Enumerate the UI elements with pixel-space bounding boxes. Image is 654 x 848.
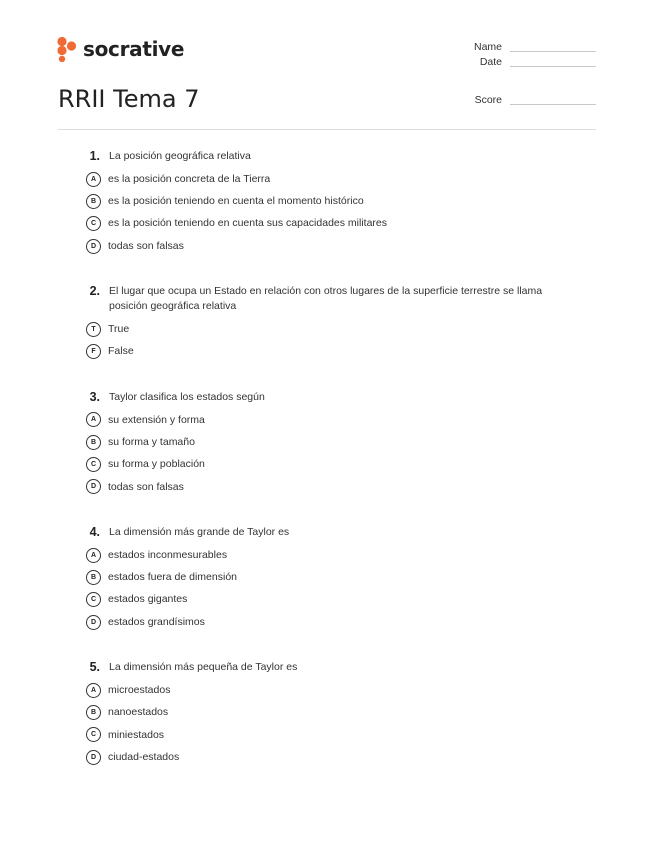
option-list [86, 544, 586, 633]
socrative-logo-icon [56, 36, 78, 62]
option-text: su extensión y forma [108, 413, 205, 426]
option-c [86, 213, 586, 235]
question-number: 4. [89, 524, 100, 539]
name-field [474, 42, 596, 53]
name-line [510, 51, 596, 52]
option-letter-circle: T [86, 322, 101, 337]
option-text: nanoestados [108, 706, 169, 719]
option-a [86, 409, 586, 431]
socrative-logo [56, 36, 184, 62]
question-4 [86, 525, 586, 633]
option-b [86, 190, 586, 212]
score-line [510, 104, 596, 105]
option-list [86, 679, 586, 768]
option-text: estados gigantes [108, 593, 188, 606]
option-list [86, 318, 586, 363]
option-true [86, 318, 586, 340]
question-text: La posición geográfica relativa [109, 150, 251, 162]
option-letter-circle: D [86, 615, 101, 630]
option-letter-circle: C [86, 592, 101, 607]
option-d [86, 476, 586, 498]
option-letter-circle: A [86, 548, 101, 563]
question-header [86, 284, 586, 314]
score-label: Score [474, 94, 502, 106]
option-text: estados fuera de dimensión [108, 571, 237, 584]
option-text: False [108, 345, 134, 358]
option-text: estados inconmesurables [108, 548, 228, 561]
option-letter-circle: F [86, 344, 101, 359]
question-header [86, 149, 586, 164]
option-letter-circle: B [86, 705, 101, 720]
option-a [86, 544, 586, 566]
option-letter-circle: D [86, 479, 101, 494]
option-c [86, 453, 586, 475]
option-b [86, 431, 586, 453]
date-field [480, 57, 596, 68]
option-letter-circle: C [86, 457, 101, 472]
option-text: es la posición teniendo en cuenta sus capacidades militares [108, 217, 388, 230]
option-list [86, 409, 586, 498]
option-letter-circle: A [86, 412, 101, 427]
option-c [86, 724, 586, 746]
option-text: microestados [108, 684, 171, 697]
question-header [86, 660, 586, 675]
option-text: True [108, 323, 130, 336]
option-text: estados grandísimos [108, 615, 205, 628]
question-number: 3. [89, 389, 100, 404]
option-text: todas son falsas [108, 480, 184, 493]
question-header [86, 525, 586, 540]
option-letter-circle: A [86, 683, 101, 698]
option-letter-circle: B [86, 194, 101, 209]
option-d [86, 746, 586, 768]
date-label: Date [479, 56, 502, 68]
quiz-title: RRII Tema 7 [58, 85, 200, 113]
name-label: Name [473, 41, 502, 53]
option-letter-circle: B [86, 570, 101, 585]
option-b [86, 566, 586, 588]
option-text: miniestados [108, 728, 165, 741]
question-text: Taylor clasifica los estados según [109, 390, 265, 403]
option-a [86, 679, 586, 701]
option-text: es la posición concreta de la Tierra [108, 172, 271, 185]
option-letter-circle: B [86, 435, 101, 450]
option-letter-circle: A [86, 172, 101, 187]
option-text: todas son falsas [108, 239, 184, 252]
question-number: 1. [89, 149, 100, 163]
question-header [86, 390, 586, 405]
score-field [475, 95, 596, 106]
question-3 [86, 390, 586, 498]
option-letter-circle: C [86, 216, 101, 231]
brand-name: socrative [83, 37, 185, 61]
question-5 [86, 660, 586, 768]
option-text: es la posición teniendo en cuenta el momento histórico [108, 195, 364, 208]
question-text: El lugar que ocupa un Estado en relación con otros lugares de la superficie terrestre se llama posición geográfica relativa [109, 285, 543, 313]
option-b [86, 701, 586, 723]
option-letter-circle: D [86, 239, 101, 254]
option-text: su forma y población [108, 458, 205, 471]
option-list [86, 168, 586, 257]
question-number: 2. [89, 284, 100, 299]
question-text: La dimensión más grande de Taylor es [109, 525, 290, 538]
option-false [86, 340, 586, 362]
question-1 [86, 149, 586, 257]
option-text: su forma y tamaño [108, 435, 195, 448]
question-2 [86, 284, 586, 363]
option-text: ciudad-estados [108, 750, 180, 763]
question-list [86, 149, 586, 795]
option-letter-circle: C [86, 727, 101, 742]
option-c [86, 589, 586, 611]
option-d [86, 235, 586, 257]
date-line [510, 66, 596, 67]
question-number: 5. [89, 660, 100, 675]
option-letter-circle: D [86, 750, 101, 765]
option-a [86, 168, 586, 190]
header-divider [58, 129, 596, 130]
question-text: La dimensión más pequeña de Taylor es [109, 661, 298, 674]
option-d [86, 611, 586, 633]
